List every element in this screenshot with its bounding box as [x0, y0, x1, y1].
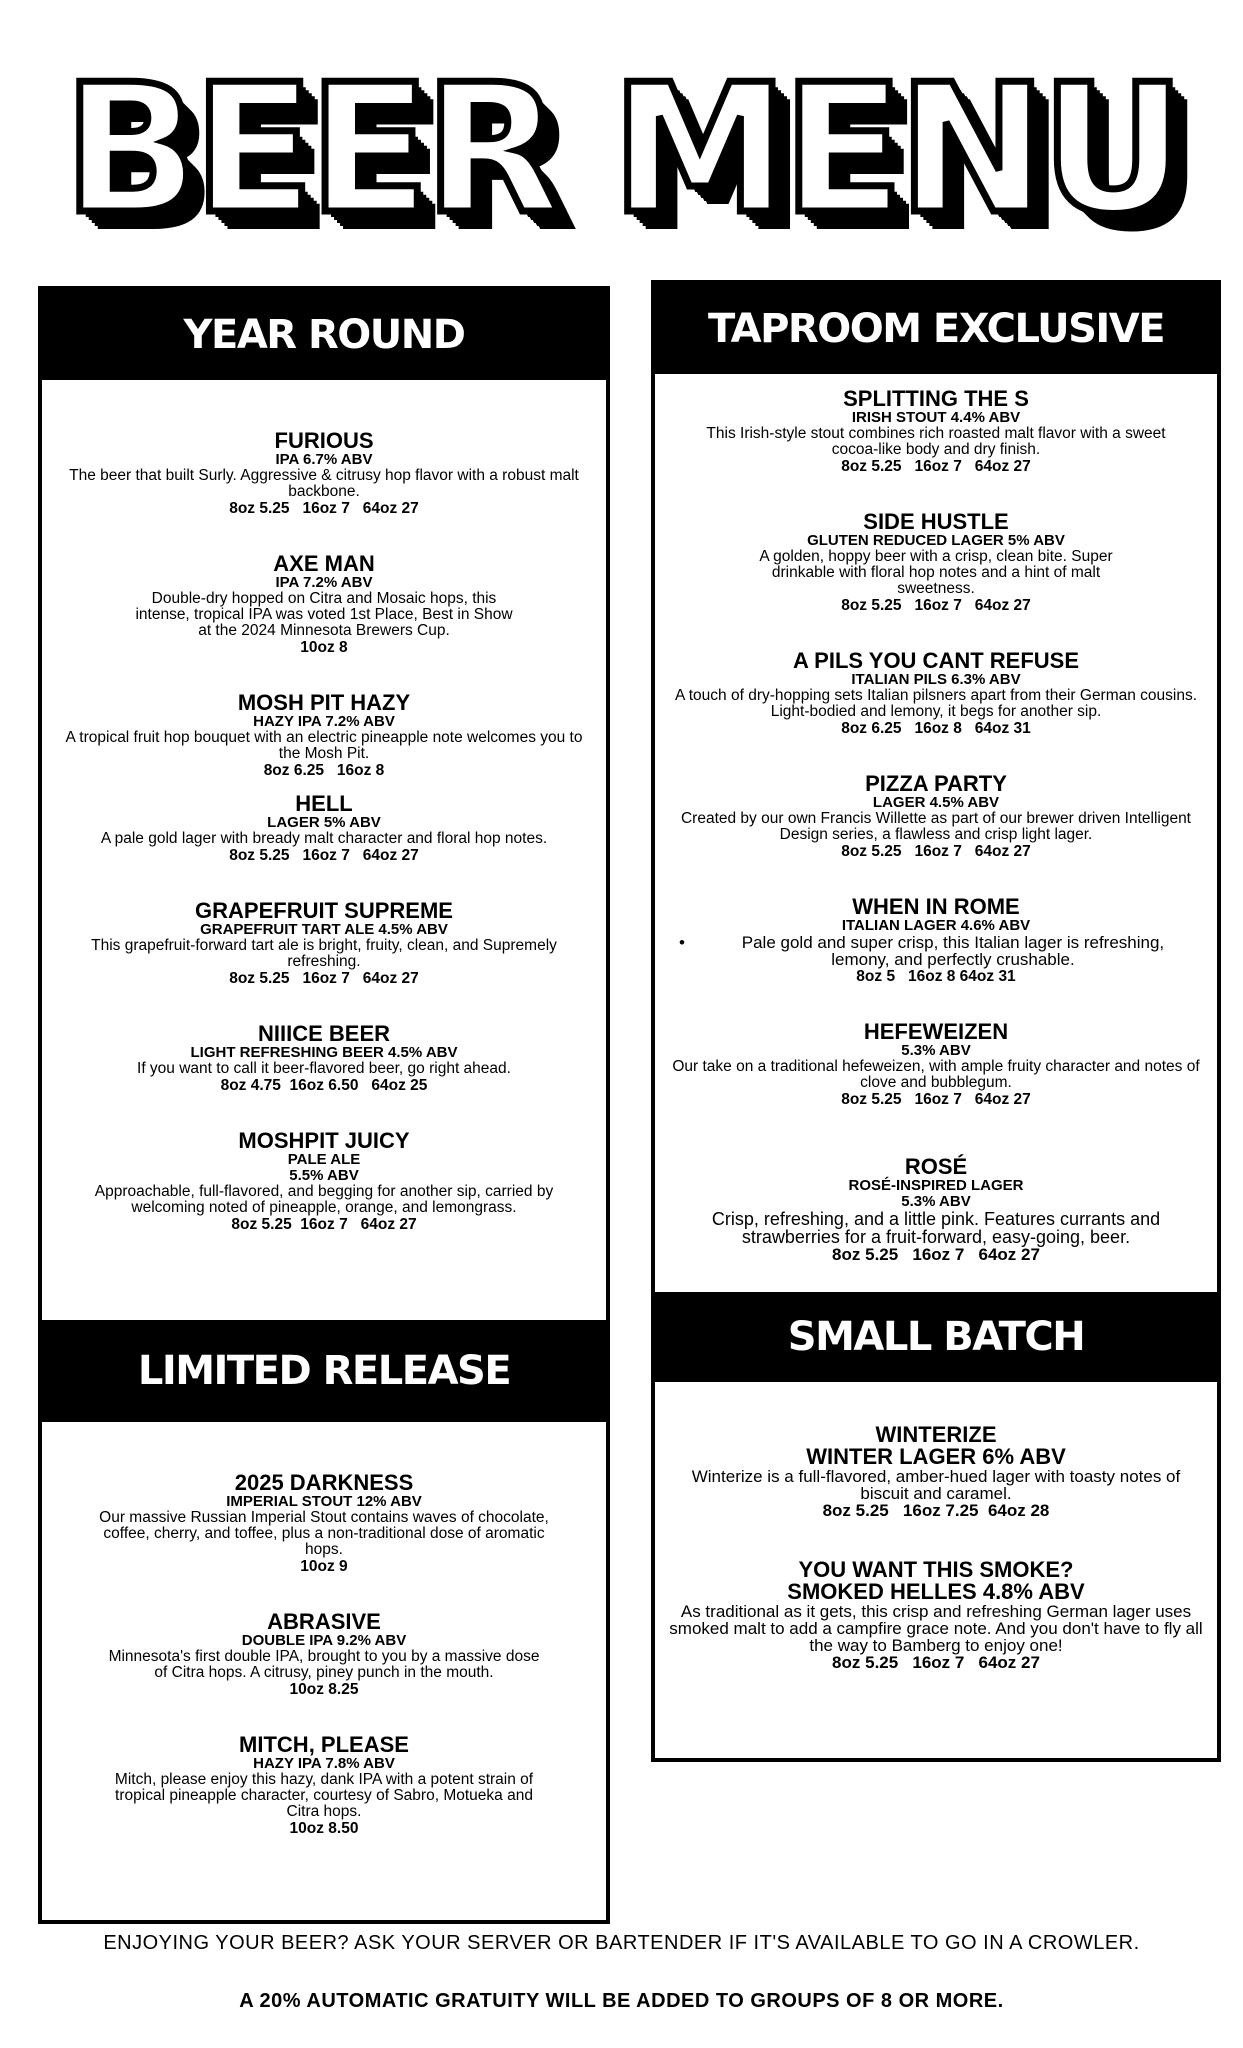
beer-item [665, 1559, 1207, 1671]
beer-item [665, 1156, 1207, 1263]
beer-price: 10oz 8.50 [289, 1820, 359, 1837]
beer-style: HAZY IPA 7.8% ABV [253, 1755, 395, 1772]
beer-description: Our take on a traditional hefeweizen, with ample fruity character and notes of clove and bubblegum. [672, 1058, 1200, 1091]
beer-style: ITALIAN PILS 6.3% ABV [851, 671, 1021, 688]
limited-release-section [52, 1472, 596, 1837]
beer-description: A pale gold lager with bready malt character and floral hop notes. [100, 830, 548, 847]
beer-description: This grapefruit-forward tart ale is bright, fruity, clean, and Supremely refreshing. [91, 937, 557, 970]
beer-style: LAGER 4.5% ABV [872, 794, 1000, 811]
beer-style: DOUBLE IPA 9.2% ABV [241, 1632, 407, 1649]
beer-name: MOSHPIT JUICY [238, 1128, 410, 1153]
beer-item [52, 1130, 596, 1233]
beer-description: If you want to call it beer-flavored beer, go right ahead. [137, 1060, 511, 1077]
beer-style: LIGHT REFRESHING BEER 4.5% ABV [190, 1044, 458, 1061]
beer-price: 8oz 5.25 16oz 7 64oz 27 [841, 843, 1031, 860]
beer-item [665, 388, 1207, 475]
page-title [0, 40, 1243, 260]
beer-item [52, 1472, 596, 1575]
small-batch-section [665, 1424, 1207, 1671]
beer-description: Our massive Russian Imperial Stout contains waves of chocolate, coffee, cherry, and toffee, plus a non-traditional dose of aromatic hops. [99, 1509, 549, 1558]
beer-style: IMPERIAL STOUT 12% ABV [226, 1493, 422, 1510]
beer-price: 8oz 5 16oz 8 64oz 31 [856, 968, 1016, 985]
beer-description: As traditional as it gets, this crisp and refreshing German lager uses smoked malt to add a campfire grace note. And you don't have to fly all the way to Bamberg to enjoy one! [669, 1602, 1203, 1655]
beer-name: SIDE HUSTLE [863, 509, 1009, 534]
beer-price: 8oz 6.25 16oz 8 [263, 762, 385, 779]
beer-name: NIIICE BEER [257, 1021, 391, 1046]
small-batch-heading: SMALL BATCH [655, 1292, 1217, 1382]
beer-name: MITCH, PLEASE [239, 1732, 409, 1757]
beer-style: PALE ALE [287, 1151, 361, 1168]
beer-abv: 5.5% ABV [289, 1167, 359, 1184]
beer-description-text: Pale gold and super crisp, this Italian lager is refreshing, lemony, and perfectly crushable. [741, 933, 1165, 969]
beer-description: Approachable, full-flavored, and begging for another sip, carried by welcoming noted of pineapple, orange, and lemongrass. [94, 1183, 554, 1216]
beer-style: LAGER 5% ABV [267, 814, 381, 831]
beer-name: GRAPEFRUIT SUPREME [195, 898, 453, 923]
beer-name: HELL [295, 791, 353, 816]
beer-name: PIZZA PARTY [865, 771, 1007, 796]
beer-name: YOU WANT THIS SMOKE? [798, 1557, 1074, 1582]
limited-release-heading: LIMITED RELEASE [42, 1320, 606, 1422]
beer-style: IPA 7.2% ABV [275, 574, 373, 591]
taproom-exclusive-section [665, 388, 1207, 1263]
beer-description: Mitch, please enjoy this hazy, dank IPA with a potent strain of tropical pineapple character, courtesy of Sabro, Motueka and Citra hops. [114, 1771, 534, 1820]
beer-price: 8oz 5.25 16oz 7 64oz 27 [841, 1091, 1031, 1108]
beer-name: ROSÉ [904, 1154, 968, 1179]
year-round-section [52, 430, 596, 1233]
beer-style: ITALIAN LAGER 4.6% ABV [841, 917, 1031, 934]
beer-item [52, 1023, 596, 1094]
beer-price: 8oz 4.75 16oz 6.50 64oz 25 [220, 1077, 428, 1094]
beer-description: A touch of dry-hopping sets Italian pilsners apart from their German cousins. Light-bodied and lemony, it begs for another sip. [674, 687, 1198, 720]
beer-item [665, 896, 1207, 985]
beer-item [52, 793, 596, 864]
beer-item [52, 553, 596, 656]
beer-description: Winterize is a full-flavored, amber-hued lager with toasty notes of biscuit and caramel. [691, 1467, 1181, 1503]
beer-style: GLUTEN REDUCED LAGER 5% ABV [807, 532, 1065, 549]
beer-item [665, 650, 1207, 737]
beer-price: 10oz 8 [300, 639, 348, 656]
beer-item [52, 1734, 596, 1837]
beer-style: IPA 6.7% ABV [275, 451, 373, 468]
beer-description: Minnesota's first double IPA, brought to you by a massive dose of Citra hops. A citrusy, piney punch in the mouth. [108, 1648, 540, 1681]
gratuity-note: A 20% AUTOMATIC GRATUITY WILL BE ADDED TO GROUPS OF 8 OR MORE. [239, 1990, 1004, 2012]
beer-description: Created by our own Francis Willette as part of our brewer driven Intelligent Design series, a flawless and crisp light lager. [680, 810, 1191, 843]
beer-description: A golden, hoppy beer with a crisp, clean bite. Super drinkable with floral hop notes and a hint of malt sweetness. [759, 548, 1113, 597]
beer-price: 8oz 5.25 16oz 7 64oz 27 [841, 597, 1031, 614]
beer-style: GRAPEFRUIT TART ALE 4.5% ABV [200, 921, 448, 938]
bullet-icon: • [679, 933, 685, 952]
beer-item [52, 692, 596, 779]
beer-abv: 5.3% ABV [901, 1193, 971, 1210]
year-round-heading: YEAR ROUND [42, 290, 606, 380]
left-column [38, 286, 610, 1924]
beer-price: 8oz 5.25 16oz 7 64oz 27 [231, 1216, 417, 1233]
beer-price: 8oz 5.25 16oz 7 64oz 27 [832, 1653, 1040, 1672]
beer-description: Double-dry hopped on Citra and Mosaic hops, this intense, tropical IPA was voted 1st Place, Best in Show at the 2024 Minnesota Brewers Cup. [135, 590, 513, 639]
right-column [651, 280, 1221, 1762]
beer-description: This Irish-style stout combines rich roasted malt flavor with a sweet cocoa-like body and dry finish. [706, 425, 1166, 458]
beer-name: FURIOUS [274, 428, 374, 453]
beer-description: The beer that built Surly. Aggressive & citrusy hop flavor with a robust malt backbone. [69, 467, 579, 500]
beer-name: ABRASIVE [267, 1609, 381, 1634]
title-text: BEER MENU [63, 46, 1180, 253]
beer-item [665, 1021, 1207, 1108]
beer-price: 8oz 5.25 16oz 7 64oz 27 [229, 847, 419, 864]
beer-style: 5.3% ABV [901, 1042, 971, 1059]
beer-price: 8oz 5.25 16oz 7 64oz 27 [832, 1245, 1040, 1264]
beer-style: IRISH STOUT 4.4% ABV [851, 409, 1021, 426]
beer-style: HAZY IPA 7.2% ABV [253, 713, 395, 730]
beer-price: 8oz 5.25 16oz 7 64oz 27 [229, 500, 419, 517]
beer-style: SMOKED HELLES 4.8% ABV [787, 1579, 1085, 1604]
crowler-note: ENJOYING YOUR BEER? ASK YOUR SERVER OR BARTENDER IF IT'S AVAILABLE TO GO IN A CROWLER. [103, 1932, 1140, 1954]
beer-style: ROSÉ-INSPIRED LAGER [848, 1177, 1024, 1194]
beer-item [52, 430, 596, 517]
beer-price: 10oz 8.25 [289, 1681, 359, 1698]
beer-item [52, 1611, 596, 1698]
beer-description: Crisp, refreshing, and a little pink. Features currants and strawberries for a fruit-forward, easy-going, beer. [711, 1209, 1161, 1247]
beer-item [665, 1424, 1207, 1519]
beer-price: 8oz 6.25 16oz 8 64oz 31 [841, 720, 1031, 737]
beer-price: 10oz 9 [300, 1558, 348, 1575]
beer-price: 8oz 5.25 16oz 7 64oz 27 [841, 458, 1031, 475]
beer-price: 8oz 5.25 16oz 7 64oz 27 [229, 970, 419, 987]
beer-description: A tropical fruit hop bouquet with an electric pineapple note welcomes you to the Mosh Pit. [65, 729, 583, 762]
beer-style: WINTER LAGER 6% ABV [806, 1444, 1066, 1469]
beer-name: MOSH PIT HAZY [237, 690, 411, 715]
taproom-exclusive-heading: TAPROOM EXCLUSIVE [655, 284, 1217, 374]
beer-name: SPLITTING THE S [843, 386, 1029, 411]
beer-description [665, 934, 1207, 968]
beer-name: WINTERIZE [875, 1422, 997, 1447]
beer-price: 8oz 5.25 16oz 7.25 64oz 28 [822, 1501, 1050, 1520]
beer-item [665, 773, 1207, 860]
beer-name: 2025 DARKNESS [234, 1470, 414, 1495]
beer-name: HEFEWEIZEN [863, 1019, 1009, 1044]
beer-item [52, 900, 596, 987]
beer-name: A PILS YOU CANT REFUSE [792, 648, 1080, 673]
beer-item [665, 511, 1207, 614]
beer-name: AXE MAN [273, 551, 375, 576]
beer-name: WHEN IN ROME [852, 894, 1020, 919]
